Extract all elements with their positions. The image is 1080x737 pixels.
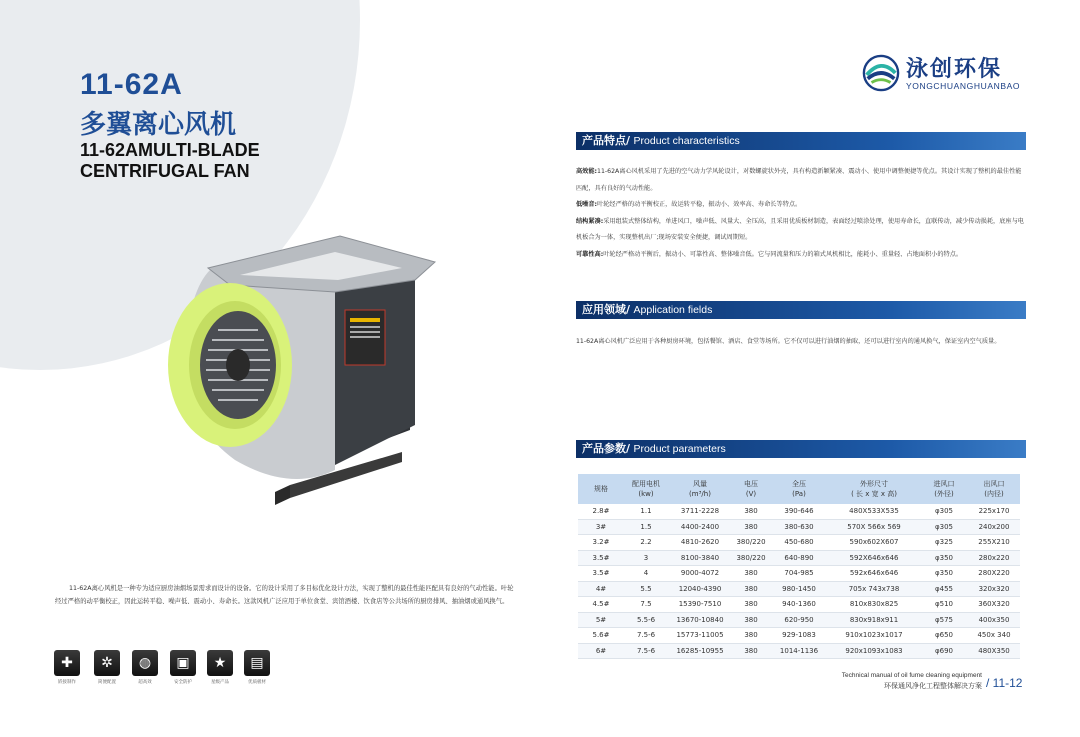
table-cell: φ350: [920, 550, 968, 566]
table-cell: 5.6#: [578, 628, 624, 644]
table-cell: 929-1083: [770, 628, 828, 644]
table-cell: 7.5-6: [624, 628, 668, 644]
brand-logo: [862, 50, 1032, 94]
header-cell: 规格: [578, 474, 624, 504]
table-row: [578, 581, 1020, 597]
table-cell: 380: [732, 504, 770, 519]
header-cell: 全压 (Pa): [770, 474, 828, 504]
table-cell: 4#: [578, 581, 624, 597]
table-cell: 360X320: [968, 597, 1020, 613]
table-cell: 280x220: [968, 550, 1020, 566]
table-cell: 390-646: [770, 504, 828, 519]
table-row: [578, 504, 1020, 519]
globe-icon: ◍: [132, 650, 158, 676]
feature-item: ★ 星级产品: [205, 650, 235, 685]
table-cell: 450x 340: [968, 628, 1020, 644]
model-number: 11-62A: [80, 68, 183, 101]
product-title-en-line1: 11-62AMULTI-BLADE: [80, 140, 260, 160]
feature-item: ◍ 超高效: [130, 650, 160, 685]
table-cell: 380: [732, 628, 770, 644]
table-cell: φ305: [920, 519, 968, 535]
logo-text-cn: 泳创环保: [906, 57, 1003, 82]
fan-product-image: [140, 230, 440, 520]
gears-icon: ✲: [94, 650, 120, 676]
table-cell: 8100-3840: [668, 550, 732, 566]
table-cell: 5#: [578, 612, 624, 628]
table-cell: 920x1093x1083: [828, 643, 920, 659]
table-header-row: [578, 474, 1020, 504]
table-cell: 4400-2400: [668, 519, 732, 535]
feature-icons: [52, 650, 282, 690]
lock-icon: ▣: [170, 650, 196, 676]
header-cell: 配用电机 (kw): [624, 474, 668, 504]
section-bar-parameters: [576, 440, 1026, 458]
table-row: [578, 628, 1020, 644]
table-cell: 1.5: [624, 519, 668, 535]
table-cell: φ575: [920, 612, 968, 628]
table-cell: φ455: [920, 581, 968, 597]
puzzle-icon: ✚: [54, 650, 80, 676]
table-cell: 7.5-6: [624, 643, 668, 659]
table-cell: 592X646x646: [828, 550, 920, 566]
table-row: [578, 597, 1020, 613]
product-title-en: [80, 140, 340, 182]
table-cell: 380: [732, 581, 770, 597]
table-cell: 255X210: [968, 535, 1020, 551]
table-row: [578, 566, 1020, 582]
table-cell: φ350: [920, 566, 968, 582]
table-cell: 980-1450: [770, 581, 828, 597]
table-cell: 15773-11005: [668, 628, 732, 644]
table-cell: 480X350: [968, 643, 1020, 659]
table-cell: 320x320: [968, 581, 1020, 597]
table-cell: 280X220: [968, 566, 1020, 582]
table-row: [578, 535, 1020, 551]
footer-text-cn: 环保通风净化工程整体解决方案: [884, 682, 982, 690]
table-cell: 6#: [578, 643, 624, 659]
page-number: / 11-12: [986, 676, 1023, 690]
table-cell: 5.5: [624, 581, 668, 597]
table-cell: 380: [732, 519, 770, 535]
table-cell: 940-1360: [770, 597, 828, 613]
characteristics-title-cn: 产品特点/: [582, 134, 631, 147]
table-cell: φ305: [920, 504, 968, 519]
table-cell: 380: [732, 566, 770, 582]
header-cell: 电压 (V): [732, 474, 770, 504]
table-cell: 1014-1136: [770, 643, 828, 659]
table-cell: 15390-7510: [668, 597, 732, 613]
table-cell: 9000-4072: [668, 566, 732, 582]
table-cell: 5.5-6: [624, 612, 668, 628]
star-icon: ★: [207, 650, 233, 676]
board-icon: ▤: [244, 650, 270, 676]
table-cell: 3.5#: [578, 550, 624, 566]
table-cell: 4: [624, 566, 668, 582]
feature-item: ✲ 简便配置: [92, 650, 122, 685]
header-cell: 出风口 (内径): [968, 474, 1020, 504]
table-cell: 810x830x825: [828, 597, 920, 613]
table-cell: 620-950: [770, 612, 828, 628]
table-row: [578, 612, 1020, 628]
characteristics-text: [576, 164, 1026, 263]
feature-item: ▤ 优质板材: [242, 650, 272, 685]
characteristic-item: 可靠性高:叶轮经严格动平衡后，振动小、可靠性高、整体噪音低。它与同流量和压力的箱式风机相比，能耗小、重量轻、占地面积小的特点。: [576, 250, 963, 258]
table-cell: φ325: [920, 535, 968, 551]
table-cell: 2.8#: [578, 504, 624, 519]
table-cell: 570X 566x 569: [828, 519, 920, 535]
table-cell: 3.2#: [578, 535, 624, 551]
table-cell: 3.5#: [578, 566, 624, 582]
characteristic-item: 低噪音:叶轮经严格的动平衡校正，故运转平稳，振动小、效率高、寿命长等特点。: [576, 201, 802, 208]
footer-text-en: Technical manual of oil fume cleaning equipment: [841, 672, 982, 679]
product-title-en-line2: CENTRIFUGAL FAN: [80, 161, 250, 181]
table-cell: 590x602X607: [828, 535, 920, 551]
logo-text-en: YONGCHUANGHUANBAO: [906, 81, 1021, 91]
table-cell: 7.5: [624, 597, 668, 613]
logo-mark-icon: [862, 54, 900, 92]
section-bar-characteristics: [576, 132, 1026, 150]
application-text: 11-62A离心风机广泛应用于各种厨房环境，包括餐馆、酒店、食堂等场所。它不仅可以进行油烟的抽取，还可以进行室内的通风换气，保证室内空气质量。: [576, 338, 1001, 345]
product-description: 11-62A离心风机是一种专为适应厨房油烟场景需求而设计的设备。它的设计采用了多目标优化设计方法，实现了整机的最佳性能匹配具有良好的气动性能。叶轮经过严格的动平衡校正，因此运转平稳、噪声低、震动小、寿命长。这款风机广泛应用于单位食堂、宾馆酒楼、饮食店等公共场所的厨房排风、抽油烟或通风换气。: [55, 585, 514, 605]
application-title-cn: 应用领域/: [582, 303, 631, 316]
feature-item: ▣ 安全防护: [168, 650, 198, 685]
table-cell: 380/220: [732, 535, 770, 551]
header-cell: 外形尺寸 ( 长 x 宽 x 高): [828, 474, 920, 504]
parameters-title-en: Product parameters: [633, 443, 726, 455]
table-cell: 704-985: [770, 566, 828, 582]
table-cell: 705x 743x738: [828, 581, 920, 597]
table-cell: 830x918x911: [828, 612, 920, 628]
table-cell: 640-890: [770, 550, 828, 566]
parameters-table: [578, 474, 1020, 659]
table-cell: 3711-2228: [668, 504, 732, 519]
table-cell: 16285-10955: [668, 643, 732, 659]
feature-item: ✚ 嵌接制作: [52, 650, 82, 685]
header-cell: 进风口 (外径): [920, 474, 968, 504]
parameters-title-cn: 产品参数/: [582, 442, 631, 455]
table-cell: 3: [624, 550, 668, 566]
table-row: [578, 519, 1020, 535]
table-cell: 380/220: [732, 550, 770, 566]
table-row: [578, 550, 1020, 566]
table-cell: 4810-2620: [668, 535, 732, 551]
table-cell: 240x200: [968, 519, 1020, 535]
table-cell: 592x646x646: [828, 566, 920, 582]
table-cell: φ510: [920, 597, 968, 613]
table-cell: 450-680: [770, 535, 828, 551]
table-row: [578, 643, 1020, 659]
table-cell: 380: [732, 612, 770, 628]
header-cell: 风量 (m³/h): [668, 474, 732, 504]
table-cell: 1.1: [624, 504, 668, 519]
table-cell: 225x170: [968, 504, 1020, 519]
table-cell: 380-630: [770, 519, 828, 535]
application-title-en: Application fields: [633, 304, 713, 316]
section-bar-application: [576, 301, 1026, 319]
characteristics-title-en: Product characteristics: [633, 135, 740, 147]
table-cell: 480X533X535: [828, 504, 920, 519]
table-cell: 910x1023x1017: [828, 628, 920, 644]
table-cell: 13670-10840: [668, 612, 732, 628]
table-cell: 4.5#: [578, 597, 624, 613]
characteristic-item: 结构紧凑:采用组装式整体结构，单进风口，噪声低、风量大、全压高，且采用优质板材制造，表面经过喷涂处理，使用寿命长，直联传动，减少传动损耗，底座与电机板合为一体，实现整机出厂;现场安装安全便捷，调试周期短。: [576, 217, 1024, 241]
table-cell: 380: [732, 597, 770, 613]
table-cell: 400x350: [968, 612, 1020, 628]
table-cell: 2.2: [624, 535, 668, 551]
table-body: [578, 504, 1020, 659]
characteristic-item: 高效能:11-62A离心风机采用了先进的空气动力学风轮设计，对数螺旋状外壳，具有构造新颖紧凑、震动小、使用中调整便捷等优点。其设计实现了整机的最佳性能匹配，具有良好的气动性能。: [576, 168, 1022, 192]
table-cell: 3#: [578, 519, 624, 535]
table-cell: φ690: [920, 643, 968, 659]
table-cell: 380: [732, 643, 770, 659]
table-cell: φ650: [920, 628, 968, 644]
product-title-cn: 多翼离心风机: [80, 110, 237, 140]
table-cell: 12040-4390: [668, 581, 732, 597]
